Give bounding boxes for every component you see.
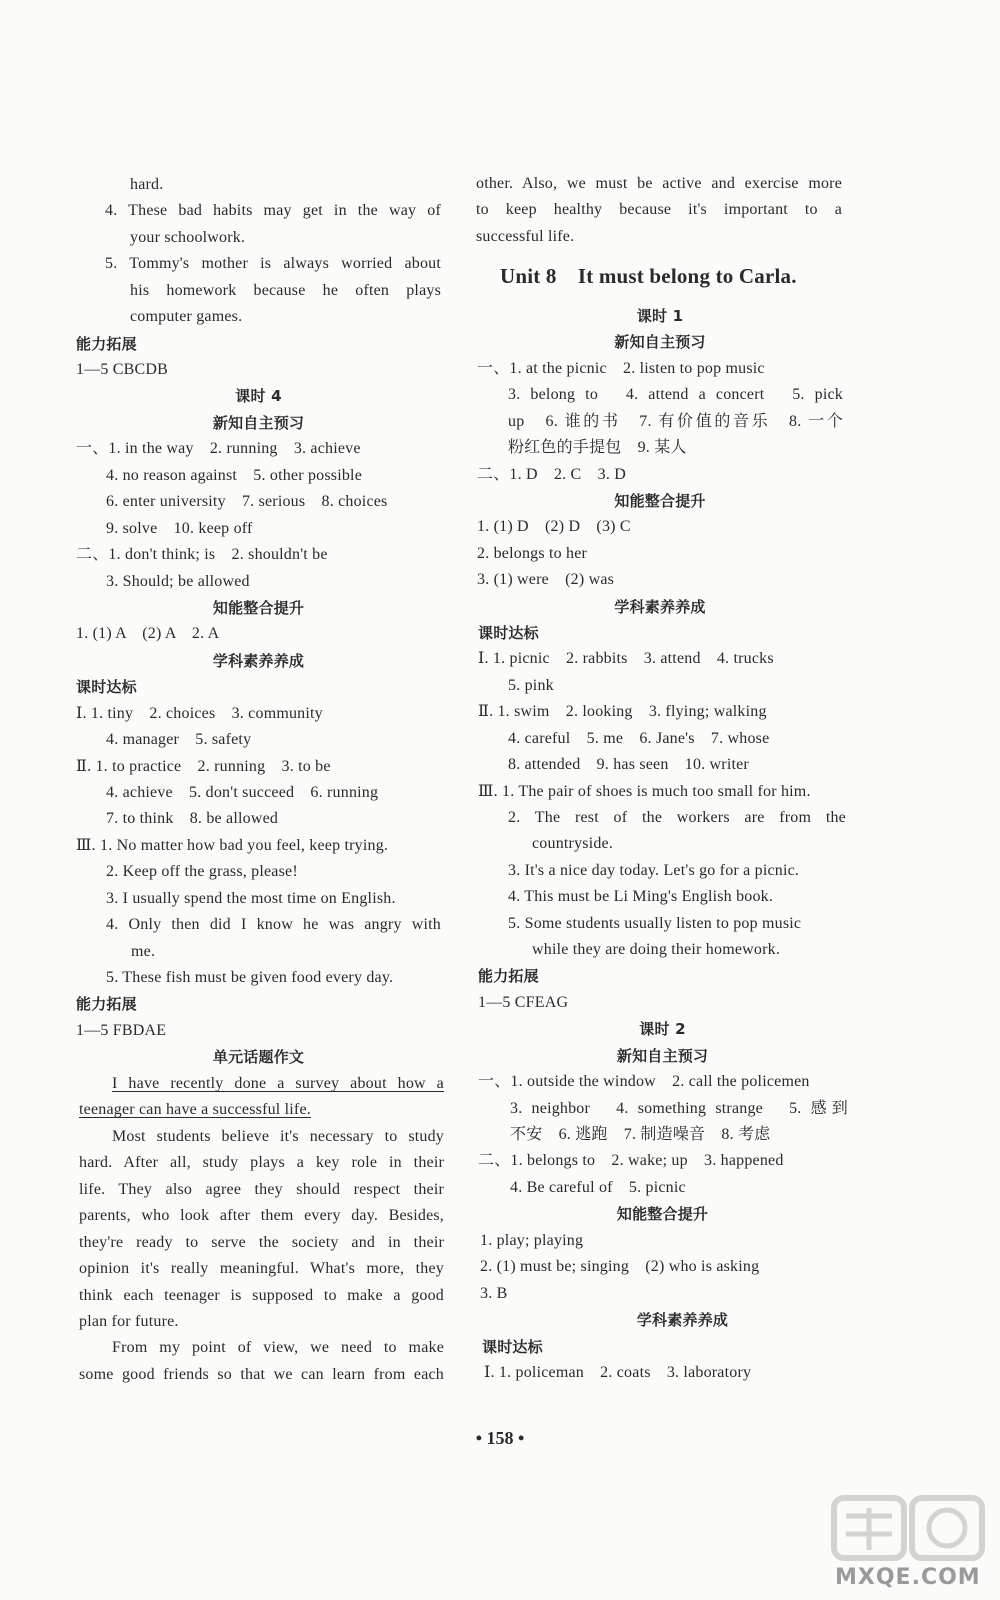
text-line: 3. I usually spend the most time on English. [106, 890, 396, 907]
text-line: 二、1. D 2. C 3. D [477, 466, 626, 483]
section-heading: 课时达标 [76, 678, 137, 696]
text-line: 一、1. at the picnic 2. listen to pop music [477, 360, 765, 377]
text-line: 1—5 CFEAG [478, 994, 569, 1011]
essay-line: Most students believe it's necessary to study [112, 1128, 444, 1145]
text-line: 5. Some students usually listen to pop music [508, 915, 802, 932]
section-heading: 知能整合提升 [616, 1205, 709, 1223]
text-line: 一、1. in the way 2. running 3. achieve [76, 440, 361, 457]
text-line: 2. The rest of the workers are from the [508, 809, 846, 826]
text-line: 二、1. don't think; is 2. shouldn't be [76, 546, 328, 563]
text-line: Ⅱ. 1. to practice 2. running 3. to be [76, 758, 331, 775]
text-line: 1—5 CBCDB [76, 361, 169, 378]
section-heading: 课时达标 [482, 1338, 543, 1356]
essay-line: other. Also, we must be active and exercise more [476, 175, 842, 192]
text-line: 3. It's a nice day today. Let's go for a picnic. [508, 862, 800, 879]
text-line: 4. This must be Li Ming's English book. [508, 888, 774, 905]
text-line: 1. play; playing [480, 1232, 584, 1249]
essay-line: some good friends so that we can learn from each [79, 1366, 444, 1383]
essay-line: to keep healthy because it's important to a [476, 201, 842, 218]
section-heading: 新知自主预习 [614, 333, 706, 351]
text-line: 2. Keep off the grass, please! [106, 863, 298, 880]
text-line: 3. belong to 4. attend a concert 5. pick [508, 386, 843, 403]
essay-line: they're ready to serve the society and in their [79, 1234, 444, 1251]
text-line: 4. Only then did I know he was angry with [106, 916, 441, 933]
section-heading: 学科素养养成 [636, 1311, 729, 1329]
essay-line: parents, who look after them every day. Besides, [79, 1207, 444, 1224]
watermark-text: MXQE.COM [835, 1565, 981, 1590]
essay-line: life. They also agree they should respect their [79, 1181, 444, 1198]
text-line: 4. Be careful of 5. picnic [510, 1179, 686, 1196]
text-line: hard. [130, 176, 164, 193]
text-line: 8. attended 9. has seen 10. writer [508, 756, 749, 773]
text-line: 1. (1) D (2) D (3) C [477, 518, 631, 535]
text-line: 3. B [480, 1285, 508, 1302]
section-heading: 单元话题作文 [212, 1048, 305, 1066]
text-line: 2. (1) must be; singing (2) who is asking [480, 1258, 760, 1275]
section-heading: 知能整合提升 [614, 492, 706, 510]
text-line: 二、1. belongs to 2. wake; up 3. happened [478, 1152, 784, 1169]
text-line: 粉红色的手提包 9. 某人 [508, 439, 687, 456]
essay-line: opinion it's really meaningful. What's more, they [79, 1260, 444, 1277]
text-line: 9. solve 10. keep off [106, 520, 253, 537]
section-heading: 知能整合提升 [212, 599, 305, 617]
text-line: 4. achieve 5. don't succeed 6. running [106, 784, 379, 801]
section-heading: 学科素养养成 [212, 652, 305, 670]
text-line: Ⅰ. 1. picnic 2. rabbits 3. attend 4. trucks [478, 650, 774, 667]
text-line: your schoolwork. [130, 229, 246, 246]
text-line: Ⅱ. 1. swim 2. looking 3. flying; walking [478, 703, 767, 720]
text-line: 4. manager 5. safety [106, 731, 252, 748]
text-line: 6. enter university 7. serious 8. choices [106, 493, 388, 510]
text-line: 4. These bad habits may get in the way of [105, 202, 441, 219]
lesson-heading: 课时 1 [636, 307, 684, 325]
text-line: 4. careful 5. me 6. Jane's 7. whose [508, 730, 770, 747]
text-line: 3. (1) were (2) was [477, 571, 615, 588]
section-heading: 新知自主预习 [212, 414, 305, 432]
text-line: 5. Tommy's mother is always worried about [105, 255, 441, 272]
section-heading: 能力拓展 [478, 967, 539, 985]
text-line: Ⅲ. 1. No matter how bad you feel, keep trying. [76, 837, 389, 854]
text-line: while they are doing their homework. [532, 941, 781, 958]
text-line: 4. no reason against 5. other possible [106, 467, 362, 484]
text-line: 一、1. outside the window 2. call the policemen [478, 1073, 810, 1090]
lesson-heading: 课时 4 [235, 387, 282, 405]
text-line: 5. These fish must be given food every day. [106, 969, 394, 986]
essay-line: I have recently done a survey about how a [112, 1075, 444, 1092]
essay-line: hard. After all, study plays a key role in their [79, 1154, 444, 1171]
text-line: 1. (1) A (2) A 2. A [76, 625, 220, 642]
section-heading: 新知自主预习 [616, 1047, 709, 1065]
text-line: 3. Should; be allowed [106, 573, 250, 590]
text-line: 7. to think 8. be allowed [106, 810, 279, 827]
section-heading: 课时达标 [478, 624, 539, 642]
text-line: 3. neighbor 4. something strange 5. 感到 [510, 1100, 848, 1117]
section-heading: 能力拓展 [76, 995, 137, 1013]
text-line: countryside. [532, 835, 614, 852]
text-line: 不安 6. 逃跑 7. 制造噪音 8. 考虑 [510, 1126, 771, 1143]
section-heading: 能力拓展 [76, 335, 137, 353]
text-line: me. [131, 943, 156, 960]
text-line: Ⅰ. 1. tiny 2. choices 3. community [76, 705, 323, 722]
essay-line: From my point of view, we need to make [112, 1339, 444, 1356]
text-line: Ⅲ. 1. The pair of shoes is much too small for him. [478, 783, 811, 800]
page-number: • 158 • [475, 1428, 525, 1448]
essay-line: successful life. [476, 228, 575, 245]
lesson-heading: 课时 2 [639, 1020, 686, 1038]
section-heading: 学科素养养成 [614, 598, 706, 616]
essay-line: think each teenager is supposed to make a good [79, 1287, 444, 1304]
text-line: computer games. [130, 308, 243, 325]
unit-title: Unit 8 It must belong to Carla. [500, 264, 797, 288]
text-line: up 6. 谁的书 7. 有价值的音乐 8. 一个 [508, 413, 843, 430]
essay-line: teenager can have a successful life. [79, 1101, 311, 1118]
text-line: his homework because he often plays [130, 282, 441, 299]
essay-line: plan for future. [79, 1313, 179, 1330]
text-line: Ⅰ. 1. policeman 2. coats 3. laboratory [484, 1364, 752, 1381]
text-line: 2. belongs to her [477, 545, 588, 562]
text-line: 1—5 FBDAE [76, 1022, 167, 1039]
text-line: 5. pink [508, 677, 554, 694]
